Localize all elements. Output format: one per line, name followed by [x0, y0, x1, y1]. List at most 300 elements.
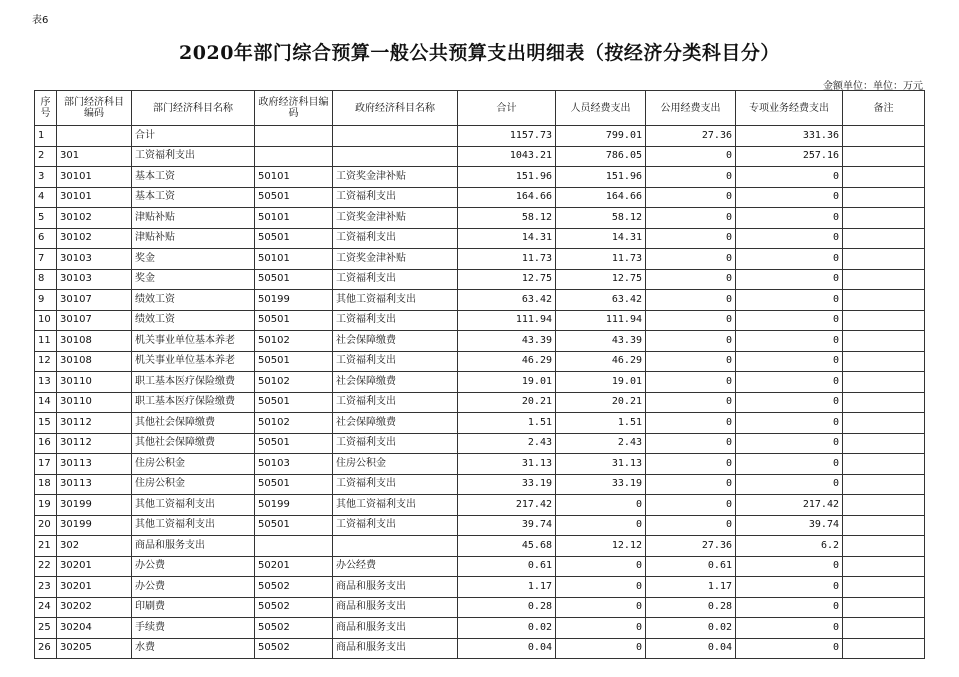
cell-seq: 13 [35, 372, 57, 393]
cell-total: 1.17 [458, 577, 556, 598]
table-row [35, 577, 925, 598]
cell-dept-name: 基本工资 [132, 187, 255, 208]
cell-gov-name: 工资福利支出 [333, 351, 458, 372]
cell-personnel: 63.42 [556, 290, 646, 311]
cell-public: 0 [646, 290, 736, 311]
cell-dept-code: 30103 [57, 249, 132, 270]
cell-total: 0.02 [458, 618, 556, 639]
cell-special: 6.2 [736, 536, 843, 557]
table-row [35, 638, 925, 659]
table-header-row [35, 91, 925, 126]
cell-remark [843, 187, 925, 208]
cell-remark [843, 126, 925, 147]
cell-seq: 10 [35, 310, 57, 331]
cell-personnel: 14.31 [556, 228, 646, 249]
cell-special: 0 [736, 310, 843, 331]
header-personnel: 人员经费支出 [556, 91, 646, 126]
table-row [35, 208, 925, 229]
header-seq: 序号 [35, 91, 57, 126]
cell-dept-name: 其他工资福利支出 [132, 515, 255, 536]
cell-personnel: 111.94 [556, 310, 646, 331]
table-row [35, 597, 925, 618]
table-row [35, 474, 925, 495]
cell-total: 11.73 [458, 249, 556, 270]
cell-dept-name: 其他社会保障缴费 [132, 413, 255, 434]
cell-special: 0 [736, 290, 843, 311]
cell-personnel: 43.39 [556, 331, 646, 352]
cell-seq: 18 [35, 474, 57, 495]
cell-special: 0 [736, 249, 843, 270]
cell-seq: 5 [35, 208, 57, 229]
cell-gov-name: 工资奖金津补贴 [333, 208, 458, 229]
expenditure-table [34, 90, 925, 659]
cell-public: 0 [646, 351, 736, 372]
table-row [35, 392, 925, 413]
cell-personnel: 0 [556, 495, 646, 516]
table-row [35, 228, 925, 249]
cell-dept-name: 津贴补贴 [132, 208, 255, 229]
cell-total: 151.96 [458, 167, 556, 188]
cell-gov-code: 50502 [255, 638, 333, 659]
cell-total: 43.39 [458, 331, 556, 352]
table-row [35, 126, 925, 147]
cell-dept-name: 绩效工资 [132, 290, 255, 311]
cell-dept-name: 商品和服务支出 [132, 536, 255, 557]
cell-total: 1.51 [458, 413, 556, 434]
cell-remark [843, 249, 925, 270]
table-number-label: 表6 [32, 15, 49, 26]
cell-total: 12.75 [458, 269, 556, 290]
cell-public: 27.36 [646, 536, 736, 557]
cell-gov-code: 50201 [255, 556, 333, 577]
cell-remark [843, 618, 925, 639]
cell-remark [843, 208, 925, 229]
cell-special: 0 [736, 556, 843, 577]
cell-gov-name: 社会保障缴费 [333, 331, 458, 352]
cell-gov-code: 50502 [255, 597, 333, 618]
cell-gov-name [333, 146, 458, 167]
cell-total: 46.29 [458, 351, 556, 372]
cell-seq: 12 [35, 351, 57, 372]
cell-personnel: 12.12 [556, 536, 646, 557]
cell-remark [843, 515, 925, 536]
cell-total: 45.68 [458, 536, 556, 557]
cell-dept-code: 30205 [57, 638, 132, 659]
header-gov-name: 政府经济科目名称 [333, 91, 458, 126]
cell-special: 0 [736, 392, 843, 413]
cell-special: 0 [736, 269, 843, 290]
table-body [35, 126, 925, 659]
cell-gov-name: 社会保障缴费 [333, 372, 458, 393]
cell-dept-code: 30113 [57, 454, 132, 475]
cell-seq: 4 [35, 187, 57, 208]
cell-personnel: 786.05 [556, 146, 646, 167]
cell-total: 0.04 [458, 638, 556, 659]
cell-gov-name: 办公经费 [333, 556, 458, 577]
cell-dept-code: 301 [57, 146, 132, 167]
cell-dept-code: 30202 [57, 597, 132, 618]
cell-dept-code: 30199 [57, 495, 132, 516]
table-row [35, 433, 925, 454]
cell-remark [843, 167, 925, 188]
cell-special: 0 [736, 577, 843, 598]
cell-public: 0.28 [646, 597, 736, 618]
cell-gov-name: 住房公积金 [333, 454, 458, 475]
cell-personnel: 0 [556, 556, 646, 577]
cell-gov-code: 50101 [255, 167, 333, 188]
cell-special: 0 [736, 618, 843, 639]
cell-dept-name: 奖金 [132, 249, 255, 270]
cell-gov-name: 工资福利支出 [333, 228, 458, 249]
cell-seq: 22 [35, 556, 57, 577]
cell-dept-name: 住房公积金 [132, 454, 255, 475]
unit-note: 金额单位：单位：万元 [823, 81, 923, 92]
cell-gov-code: 50501 [255, 433, 333, 454]
cell-personnel: 0 [556, 597, 646, 618]
cell-remark [843, 413, 925, 434]
cell-dept-code: 30112 [57, 433, 132, 454]
cell-gov-code [255, 126, 333, 147]
header-total: 合计 [458, 91, 556, 126]
cell-gov-name: 工资福利支出 [333, 269, 458, 290]
cell-gov-code: 50501 [255, 515, 333, 536]
table-row [35, 331, 925, 352]
cell-gov-code: 50102 [255, 331, 333, 352]
cell-seq: 26 [35, 638, 57, 659]
cell-dept-name: 绩效工资 [132, 310, 255, 331]
cell-dept-name: 印刷费 [132, 597, 255, 618]
cell-public: 27.36 [646, 126, 736, 147]
cell-seq: 21 [35, 536, 57, 557]
cell-special: 0 [736, 187, 843, 208]
cell-public: 0 [646, 331, 736, 352]
cell-special: 0 [736, 167, 843, 188]
cell-dept-code [57, 126, 132, 147]
cell-public: 0 [646, 474, 736, 495]
cell-personnel: 1.51 [556, 413, 646, 434]
cell-gov-code: 50102 [255, 413, 333, 434]
cell-dept-code: 302 [57, 536, 132, 557]
header-gov-code: 政府经济科目编码 [255, 91, 333, 126]
cell-gov-name: 其他工资福利支出 [333, 495, 458, 516]
table-row [35, 249, 925, 270]
cell-dept-code: 30101 [57, 167, 132, 188]
cell-special: 0 [736, 597, 843, 618]
cell-public: 0 [646, 249, 736, 270]
cell-total: 58.12 [458, 208, 556, 229]
cell-gov-name: 工资奖金津补贴 [333, 249, 458, 270]
cell-gov-name: 工资福利支出 [333, 310, 458, 331]
cell-total: 217.42 [458, 495, 556, 516]
cell-dept-code: 30113 [57, 474, 132, 495]
cell-special: 0 [736, 474, 843, 495]
cell-public: 0 [646, 167, 736, 188]
table-row [35, 454, 925, 475]
cell-gov-name: 工资福利支出 [333, 187, 458, 208]
table-row [35, 290, 925, 311]
cell-gov-code: 50501 [255, 228, 333, 249]
cell-total: 164.66 [458, 187, 556, 208]
cell-dept-code: 30204 [57, 618, 132, 639]
cell-dept-code: 30201 [57, 577, 132, 598]
cell-personnel: 799.01 [556, 126, 646, 147]
cell-seq: 19 [35, 495, 57, 516]
cell-gov-name: 工资福利支出 [333, 433, 458, 454]
cell-seq: 7 [35, 249, 57, 270]
cell-total: 19.01 [458, 372, 556, 393]
cell-personnel: 12.75 [556, 269, 646, 290]
cell-gov-code: 50502 [255, 618, 333, 639]
cell-remark [843, 536, 925, 557]
cell-special: 257.16 [736, 146, 843, 167]
cell-public: 0 [646, 433, 736, 454]
cell-dept-code: 30102 [57, 208, 132, 229]
cell-remark [843, 228, 925, 249]
cell-public: 0 [646, 228, 736, 249]
table-row [35, 515, 925, 536]
table-row [35, 413, 925, 434]
header-public: 公用经费支出 [646, 91, 736, 126]
cell-remark [843, 556, 925, 577]
cell-personnel: 0 [556, 515, 646, 536]
cell-special: 217.42 [736, 495, 843, 516]
cell-public: 0.61 [646, 556, 736, 577]
cell-dept-name: 职工基本医疗保险缴费 [132, 372, 255, 393]
table-row [35, 351, 925, 372]
cell-seq: 14 [35, 392, 57, 413]
cell-personnel: 46.29 [556, 351, 646, 372]
cell-dept-name: 机关事业单位基本养老 [132, 351, 255, 372]
cell-remark [843, 638, 925, 659]
cell-personnel: 20.21 [556, 392, 646, 413]
table-row [35, 556, 925, 577]
cell-seq: 2 [35, 146, 57, 167]
cell-gov-code: 50501 [255, 187, 333, 208]
cell-dept-name: 合计 [132, 126, 255, 147]
cell-dept-code: 30108 [57, 331, 132, 352]
table-row [35, 372, 925, 393]
header-dept-code: 部门经济科目编码 [57, 91, 132, 126]
cell-total: 63.42 [458, 290, 556, 311]
cell-public: 0 [646, 454, 736, 475]
cell-total: 20.21 [458, 392, 556, 413]
cell-personnel: 58.12 [556, 208, 646, 229]
table-row [35, 187, 925, 208]
cell-personnel: 151.96 [556, 167, 646, 188]
cell-public: 0 [646, 392, 736, 413]
cell-gov-name: 商品和服务支出 [333, 638, 458, 659]
cell-dept-name: 机关事业单位基本养老 [132, 331, 255, 352]
table-row [35, 310, 925, 331]
cell-public: 0 [646, 146, 736, 167]
cell-seq: 11 [35, 331, 57, 352]
cell-remark [843, 351, 925, 372]
cell-seq: 25 [35, 618, 57, 639]
cell-gov-name [333, 536, 458, 557]
cell-seq: 8 [35, 269, 57, 290]
cell-gov-name [333, 126, 458, 147]
cell-public: 0 [646, 372, 736, 393]
table-row [35, 269, 925, 290]
cell-public: 0 [646, 187, 736, 208]
cell-total: 0.61 [458, 556, 556, 577]
cell-gov-name: 社会保障缴费 [333, 413, 458, 434]
cell-personnel: 164.66 [556, 187, 646, 208]
table-row [35, 495, 925, 516]
cell-gov-name: 工资福利支出 [333, 474, 458, 495]
cell-remark [843, 146, 925, 167]
cell-seq: 23 [35, 577, 57, 598]
cell-dept-name: 奖金 [132, 269, 255, 290]
cell-gov-name: 商品和服务支出 [333, 577, 458, 598]
cell-special: 0 [736, 208, 843, 229]
cell-gov-code [255, 536, 333, 557]
cell-dept-name: 工资福利支出 [132, 146, 255, 167]
cell-dept-code: 30110 [57, 392, 132, 413]
cell-gov-code: 50502 [255, 577, 333, 598]
page-title: 2020年部门综合预算一般公共预算支出明细表（按经济分类科目分） [179, 42, 780, 64]
cell-gov-code: 50199 [255, 495, 333, 516]
cell-personnel: 2.43 [556, 433, 646, 454]
cell-dept-name: 住房公积金 [132, 474, 255, 495]
cell-remark [843, 290, 925, 311]
cell-dept-name: 基本工资 [132, 167, 255, 188]
cell-public: 0 [646, 269, 736, 290]
cell-total: 14.31 [458, 228, 556, 249]
cell-public: 0 [646, 310, 736, 331]
table-row [35, 536, 925, 557]
cell-special: 0 [736, 228, 843, 249]
cell-personnel: 31.13 [556, 454, 646, 475]
cell-dept-code: 30112 [57, 413, 132, 434]
cell-dept-code: 30201 [57, 556, 132, 577]
cell-seq: 24 [35, 597, 57, 618]
cell-remark [843, 577, 925, 598]
cell-total: 1043.21 [458, 146, 556, 167]
cell-dept-name: 其他社会保障缴费 [132, 433, 255, 454]
cell-total: 39.74 [458, 515, 556, 536]
cell-special: 0 [736, 433, 843, 454]
cell-gov-name: 商品和服务支出 [333, 597, 458, 618]
cell-gov-code: 50501 [255, 392, 333, 413]
cell-dept-code: 30108 [57, 351, 132, 372]
cell-seq: 1 [35, 126, 57, 147]
cell-dept-code: 30199 [57, 515, 132, 536]
cell-special: 39.74 [736, 515, 843, 536]
cell-personnel: 0 [556, 577, 646, 598]
cell-gov-name: 商品和服务支出 [333, 618, 458, 639]
cell-special: 0 [736, 331, 843, 352]
cell-special: 0 [736, 413, 843, 434]
cell-special: 0 [736, 372, 843, 393]
cell-gov-code: 50501 [255, 351, 333, 372]
cell-public: 0 [646, 495, 736, 516]
table-row [35, 167, 925, 188]
cell-seq: 17 [35, 454, 57, 475]
cell-total: 31.13 [458, 454, 556, 475]
cell-gov-name: 其他工资福利支出 [333, 290, 458, 311]
cell-personnel: 11.73 [556, 249, 646, 270]
cell-public: 0.02 [646, 618, 736, 639]
cell-remark [843, 392, 925, 413]
cell-dept-code: 30107 [57, 310, 132, 331]
cell-gov-name: 工资奖金津补贴 [333, 167, 458, 188]
cell-personnel: 33.19 [556, 474, 646, 495]
cell-gov-code: 50199 [255, 290, 333, 311]
header-special: 专项业务经费支出 [736, 91, 843, 126]
cell-dept-code: 30107 [57, 290, 132, 311]
cell-gov-name: 工资福利支出 [333, 515, 458, 536]
cell-dept-name: 其他工资福利支出 [132, 495, 255, 516]
cell-remark [843, 474, 925, 495]
cell-seq: 16 [35, 433, 57, 454]
cell-gov-code: 50501 [255, 310, 333, 331]
cell-dept-code: 30101 [57, 187, 132, 208]
cell-seq: 20 [35, 515, 57, 536]
cell-gov-code [255, 146, 333, 167]
cell-personnel: 0 [556, 638, 646, 659]
cell-dept-name: 水费 [132, 638, 255, 659]
cell-remark [843, 372, 925, 393]
cell-special: 0 [736, 351, 843, 372]
cell-gov-code: 50101 [255, 249, 333, 270]
cell-remark [843, 454, 925, 475]
cell-dept-name: 津贴补贴 [132, 228, 255, 249]
cell-dept-name: 办公费 [132, 577, 255, 598]
cell-gov-code: 50501 [255, 474, 333, 495]
table-row [35, 618, 925, 639]
cell-personnel: 19.01 [556, 372, 646, 393]
cell-seq: 3 [35, 167, 57, 188]
cell-dept-code: 30103 [57, 269, 132, 290]
cell-public: 1.17 [646, 577, 736, 598]
cell-total: 2.43 [458, 433, 556, 454]
cell-gov-code: 50102 [255, 372, 333, 393]
cell-remark [843, 597, 925, 618]
cell-seq: 15 [35, 413, 57, 434]
cell-special: 331.36 [736, 126, 843, 147]
cell-seq: 6 [35, 228, 57, 249]
cell-total: 0.28 [458, 597, 556, 618]
cell-public: 0 [646, 208, 736, 229]
cell-total: 111.94 [458, 310, 556, 331]
cell-public: 0 [646, 413, 736, 434]
cell-total: 1157.73 [458, 126, 556, 147]
cell-public: 0 [646, 515, 736, 536]
table-row [35, 146, 925, 167]
header-dept-name: 部门经济科目名称 [132, 91, 255, 126]
cell-remark [843, 495, 925, 516]
cell-dept-name: 职工基本医疗保险缴费 [132, 392, 255, 413]
cell-gov-name: 工资福利支出 [333, 392, 458, 413]
cell-remark [843, 310, 925, 331]
cell-dept-code: 30102 [57, 228, 132, 249]
cell-seq: 9 [35, 290, 57, 311]
cell-special: 0 [736, 638, 843, 659]
cell-personnel: 0 [556, 618, 646, 639]
cell-dept-name: 办公费 [132, 556, 255, 577]
header-remark: 备注 [843, 91, 925, 126]
cell-gov-code: 50501 [255, 269, 333, 290]
cell-gov-code: 50103 [255, 454, 333, 475]
cell-remark [843, 331, 925, 352]
cell-dept-code: 30110 [57, 372, 132, 393]
cell-public: 0.04 [646, 638, 736, 659]
cell-total: 33.19 [458, 474, 556, 495]
cell-special: 0 [736, 454, 843, 475]
cell-remark [843, 269, 925, 290]
cell-dept-name: 手续费 [132, 618, 255, 639]
